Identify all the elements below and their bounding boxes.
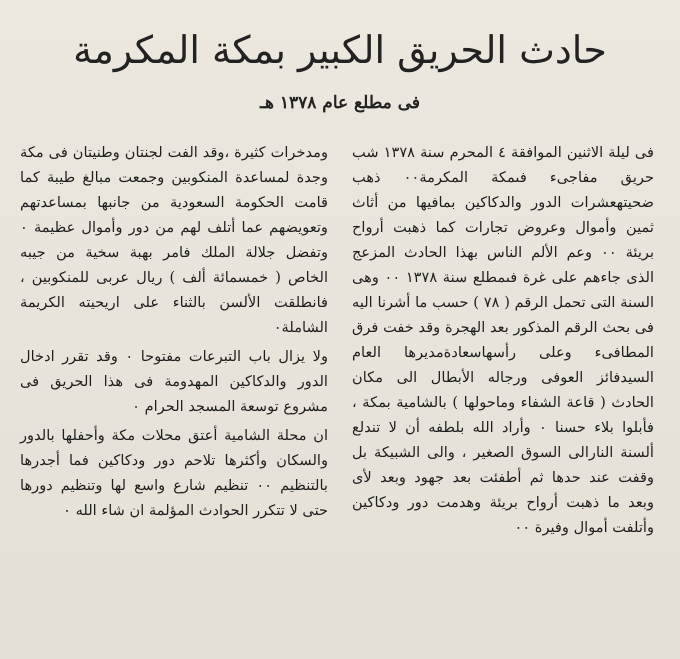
right-paragraph-1: فى ليلة الاثنين الموافقة ٤ المحرم سنة ١٣٧٨ شب حريق مفاجىء فىمكة المكرمة٠٠ ذهب ضحيتهعشرات الدور والدكاكين بمافيها من أثاث ثمين وأموال وعروض تجارات كما ذهبت أرواح بريئة ٠٠ وعم الألم الناس بهذا الحادث المزعج الذى جاءهم على غرة فىمطلع سنة ١٣٧٨ ٠٠ وهى السنة التى تحمل الرقم ( ٧٨ ) حسب ما أشرنا اليه فى بحث الرقم المذكور بعد الهجرة وقد خفت فرق المطافىء وعلى رأسهاسعادةمديرها العام السيدفائز العوفى ورجاله الأبطال الى مكان الحادث ( قاعة الشفاء وماحولها ) بالشامية بمكة ، فأبلوا بلاء حسنا ٠ وأراد الله بلطفه أن لا تندلع ألسنة النارالى السوق الصغير ، والى الشبيكة بل وقفت عند حدها ثم أطفئت بعد جهود وبعد لأى وبعد ما ذهبت أرواح بريئة وهدمت دور ودكاكين وأتلفت أموال وفيرة ٠٠: [352, 144, 655, 536]
left-column: [20, 140, 328, 523]
column-gutter: [340, 145, 341, 635]
article-title: حادث الحريق الكبير بمكة المكرمة: [73, 28, 607, 72]
article-subtitle: فى مطلع عام ١٣٧٨ هـ: [259, 93, 421, 113]
left-paragraph-2: ولا يزال باب التبرعات مفتوحا ٠ وقد تقرر ادخال الدور والدكاكين المهدومة فى هذا الحريق فى مشروع توسعة المسجد الحرام ٠: [20, 348, 328, 415]
left-paragraph-3: ان محلة الشامية أعتق محلات مكة وأحفلها بالدور والسكان وأكثرها تلاحم دور ودكاكين فما أجدرها بالتنظيم ٠٠ تنظيم شارع واسع لها وتنظيم دورها حتى لا تتكرر الحوادث المؤلمة ان شاء الله ٠: [20, 427, 328, 519]
right-column: [352, 140, 654, 540]
left-paragraph-1: ومدخرات كثيرة ،وقد الفت لجنتان وطنيتان فى مكة وجدة لمساعدة المنكوبين وجمعت مبالغ طيبة كما قامت الحكومة السعودية من جانبها بمساعدتهم وتعويضهم عما أتلف لهم من دور وأموال عظيمة ٠ وتفضل جلالة الملك فامر بهبة سخية من جيبه الخاص ( خمسمائة ألف ) ريال عربى للمنكوبين ، فانطلقت الألسن بالثناء على اريحيته الكريمة الشاملة٠: [20, 144, 328, 336]
